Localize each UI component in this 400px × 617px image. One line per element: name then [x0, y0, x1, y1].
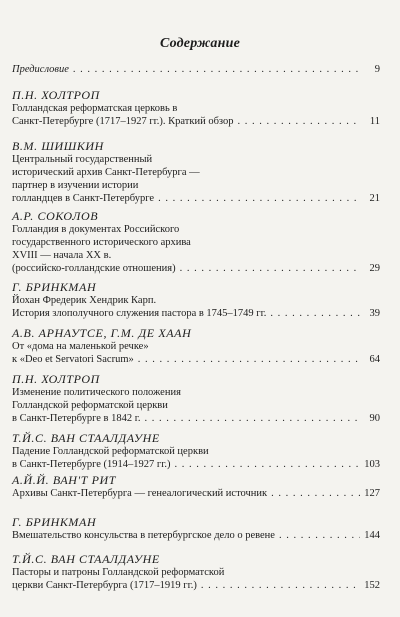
toc-title-line: партнер в изучении истории [12, 180, 139, 191]
toc-page-number: 64 [369, 354, 380, 365]
toc-entry[interactable] [12, 473, 380, 500]
toc-author: Г. БРИНКМАН [12, 515, 97, 529]
toc-entry-title: в Санкт-Петербурге (1914–1927 гг.) [12, 459, 171, 470]
toc-entry-preface[interactable] [12, 63, 380, 76]
toc-title-line: исторический архив Санкт-Петербурга — [12, 167, 200, 178]
toc-author: Т.Й.С. ВАН СТААЛДАУНЕ [12, 431, 160, 445]
dot-leader [145, 412, 360, 425]
toc-page-number: 9 [374, 64, 380, 75]
toc-title-line: XVIII — начала XX в. [12, 250, 112, 261]
toc-page-number: 90 [369, 413, 380, 424]
toc-title-line: Йохан Фредерик Хендрик Карп. [12, 295, 157, 306]
toc-author: В.М. ШИШКИН [12, 139, 104, 153]
toc-last-line [12, 487, 380, 500]
toc-title-line: Голландская реформатская церковь в [12, 103, 178, 114]
dot-leader [271, 487, 360, 500]
toc-last-line [12, 63, 380, 76]
dot-leader [270, 307, 360, 320]
toc-author: А.В. АРНАУТСЕ, Г.М. ДЕ ХААН [12, 326, 192, 340]
toc-last-line [12, 412, 380, 425]
toc-author: П.Н. ХОЛТРОП [12, 372, 100, 386]
toc-entry[interactable] [12, 515, 380, 542]
toc-title-line: Голландской реформатской церкви [12, 400, 168, 411]
toc-title-line: Пасторы и патроны Голландской реформатской [12, 567, 225, 578]
toc-title-line: Центральный государственный [12, 154, 153, 165]
toc-title-line: Голландия в документах Российского [12, 224, 180, 235]
toc-entry[interactable] [12, 280, 380, 320]
toc-author: Г. БРИНКМАН [12, 280, 97, 294]
toc-entry-title: Архивы Санкт-Петербурга — генеалогический источник [12, 488, 268, 499]
toc-entry-title: История злополучного служения пастора в 1745–1749 гг. [12, 308, 267, 319]
dot-leader [138, 353, 360, 366]
toc-last-line [12, 262, 380, 275]
toc-entry[interactable] [12, 139, 380, 205]
toc-title-line: От «дома на маленькой речке» [12, 341, 149, 352]
page-title: Содержание [160, 36, 240, 51]
toc-page-number: 21 [369, 193, 380, 204]
dot-leader [73, 63, 360, 76]
toc-entry[interactable] [12, 326, 380, 366]
toc-last-line [12, 353, 380, 366]
toc-entry-title: Предисловие [12, 64, 69, 75]
toc-page-number: 103 [364, 459, 380, 470]
toc-entry-title: (российско-голландские отношения) [12, 263, 176, 274]
toc-last-line [12, 529, 380, 542]
toc-last-line [12, 458, 380, 471]
dot-leader [158, 192, 360, 205]
dot-leader [279, 529, 360, 542]
toc-page-number: 144 [364, 530, 380, 541]
toc-author: А.Р. СОКОЛОВ [12, 209, 99, 223]
toc-page-number: 152 [364, 580, 380, 591]
dot-leader [238, 115, 360, 128]
toc-page-number: 29 [369, 263, 380, 274]
toc-last-line [12, 579, 380, 592]
toc-author: Т.Й.С. ВАН СТААЛДАУНЕ [12, 552, 160, 566]
toc-title-line: государственного исторического архива [12, 237, 191, 248]
toc-entry[interactable] [12, 431, 380, 471]
dot-leader [174, 458, 360, 471]
toc-entry-title: Санкт-Петербурге (1717–1927 гг.). Краткий обзор [12, 116, 234, 127]
toc-last-line [12, 307, 380, 320]
toc-page-number: 11 [369, 116, 380, 127]
toc-entry-title: голландцев в Санкт-Петербурге [12, 193, 155, 204]
toc-entry[interactable] [12, 88, 380, 128]
toc-entry-title: церкви Санкт-Петербурга (1717–1919 гг.) [12, 580, 197, 591]
toc-entry-title: в Санкт-Петербурге в 1842 г. [12, 413, 141, 424]
toc-author: А.Й.Й. ВАН'Т РИТ [12, 473, 117, 487]
toc-page-number: 39 [369, 308, 380, 319]
toc-last-line [12, 192, 380, 205]
toc-title-line: Падение Голландской реформатской церкви [12, 446, 209, 457]
toc-entry-title: Вмешательство консульства в петербургское дело о ревене [12, 530, 275, 541]
toc-entry[interactable] [12, 552, 380, 592]
dot-leader [201, 579, 360, 592]
toc-page-number: 127 [364, 488, 380, 499]
toc-last-line [12, 115, 380, 128]
toc-title-line: Изменение политического положения [12, 387, 181, 398]
toc-entry[interactable] [12, 209, 380, 275]
toc-author: П.Н. ХОЛТРОП [12, 88, 100, 102]
dot-leader [180, 262, 360, 275]
toc-entry-title: к «Deo et Servatori Sacrum» [12, 354, 134, 365]
toc-entry[interactable] [12, 372, 380, 425]
